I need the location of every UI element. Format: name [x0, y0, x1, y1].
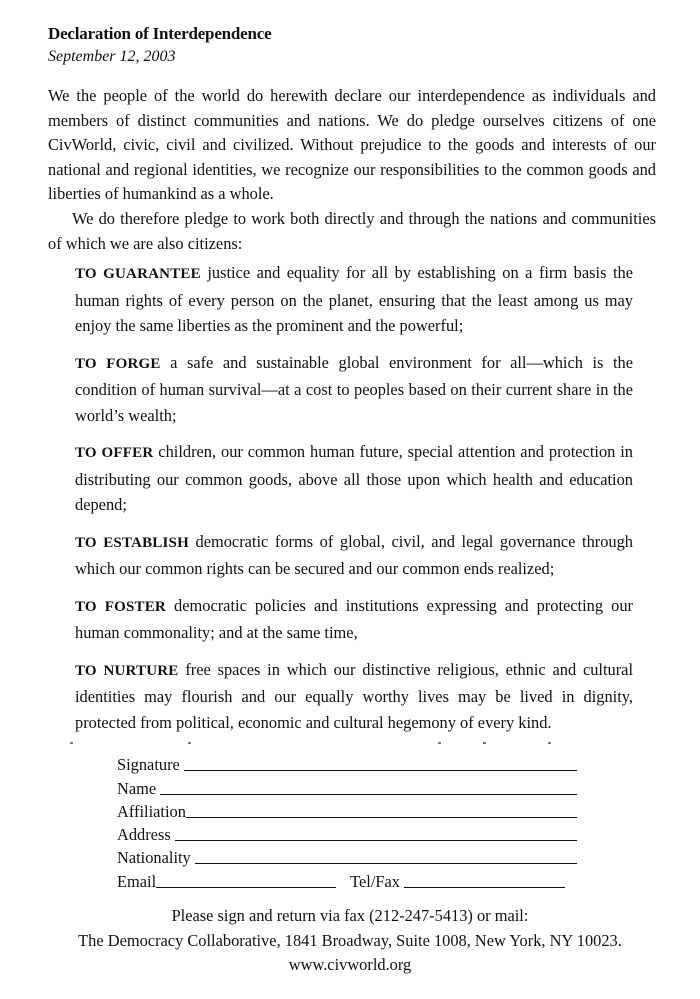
pledge-list: [75, 260, 633, 735]
scan-speck: [483, 742, 486, 744]
email-label: Email: [117, 871, 157, 891]
nationality-label: Nationality: [117, 848, 191, 868]
document-date: September 12, 2003: [48, 48, 176, 65]
pledge-foster: [75, 593, 633, 646]
address-field[interactable]: [175, 824, 577, 841]
pledge-guarantee: [75, 260, 633, 339]
name-row: [117, 775, 577, 798]
intro-text: [48, 84, 656, 256]
scan-speck: [70, 742, 73, 744]
email-row: [117, 868, 577, 891]
pledge-text: free spaces in which our distinctive religious, ethnic and cultural identities may flourish and our equally worthy lives may be lived in dignity, protected from political, economic and cultural hegemony of every kind.: [75, 659, 634, 732]
signature-form: [117, 752, 577, 892]
signature-label: Signature: [117, 755, 180, 775]
pledge-lead: TO FORGE: [75, 355, 161, 372]
intro-paragraph: We the people of the world do herewith declare our interdependence as individuals and members of distinct communities and nations. We do pledge ourselves citizens of one CivWorld, civic, civil and civilized. Without prejudice to the goods and interests of our national and regional identities, we recognize our responsibilities to the common goods and liberties of humankind as a whole.: [48, 86, 656, 204]
email-field[interactable]: [156, 871, 336, 888]
pledge-text: democratic policies and institutions expressing and protecting our human commonality; and at the same time,: [75, 595, 633, 642]
pledge-text: a safe and sustainable global environment for all—which is the condition of human survival—at a cost to peoples based on their current share in the world’s wealth;: [75, 352, 633, 425]
pledge-lead: TO FOSTER: [75, 598, 166, 615]
pledge-lead: TO ESTABLISH: [75, 534, 189, 551]
address-row: [117, 822, 577, 845]
nationality-field[interactable]: [195, 847, 577, 864]
pledge-offer: [75, 439, 633, 518]
pledge-lead: TO NURTURE: [75, 662, 179, 679]
scan-speck: [188, 742, 191, 744]
affiliation-row: [117, 799, 577, 822]
pledge-establish: [75, 529, 633, 582]
telfax-field[interactable]: [404, 871, 565, 888]
scan-speck: [438, 742, 441, 744]
signature-field[interactable]: [184, 754, 577, 771]
address-label: Address: [117, 825, 171, 845]
name-field[interactable]: [160, 778, 577, 795]
scan-specks: [70, 742, 570, 746]
signature-row: [117, 752, 577, 775]
document-title: Declaration of Interdependence: [48, 24, 272, 43]
nationality-row: [117, 845, 577, 868]
name-label: Name: [117, 778, 157, 798]
pledge-text: justice and equality for all by establishing on a firm basis the human rights of every person on the planet, ensuring that the least among us may enjoy the same liberties as the prominent and the powerful;: [75, 263, 633, 335]
return-instruction: Please sign and return via fax (212-247-5413) or mail:: [171, 906, 529, 925]
affiliation-label: Affiliation: [117, 801, 186, 821]
pledge-lead: TO GUARANTEE: [75, 266, 201, 282]
mailing-address: The Democracy Collaborative, 1841 Broadway, Suite 1008, New York, NY 10023.: [78, 930, 622, 950]
scan-speck: [548, 742, 551, 744]
pledge-nurture: [75, 657, 633, 736]
pledge-forge: [75, 350, 633, 429]
pledge-text: children, our common human future, special attention and protection in distributing our common goods, above all those upon which health and education depend;: [75, 442, 633, 514]
affiliation-field[interactable]: [186, 801, 577, 818]
footer: [0, 904, 700, 978]
pledge-paragraph: We do therefore pledge to work both directly and through the nations and communities of which we are also citizens:: [48, 208, 656, 253]
telfax-label: Tel/Fax: [350, 871, 400, 891]
pledge-lead: TO OFFER: [75, 445, 154, 461]
pledge-text: democratic forms of global, civil, and legal governance through which our common rights can be secured and our common ends realized;: [75, 531, 634, 578]
website-link[interactable]: www.civworld.org: [288, 955, 412, 974]
